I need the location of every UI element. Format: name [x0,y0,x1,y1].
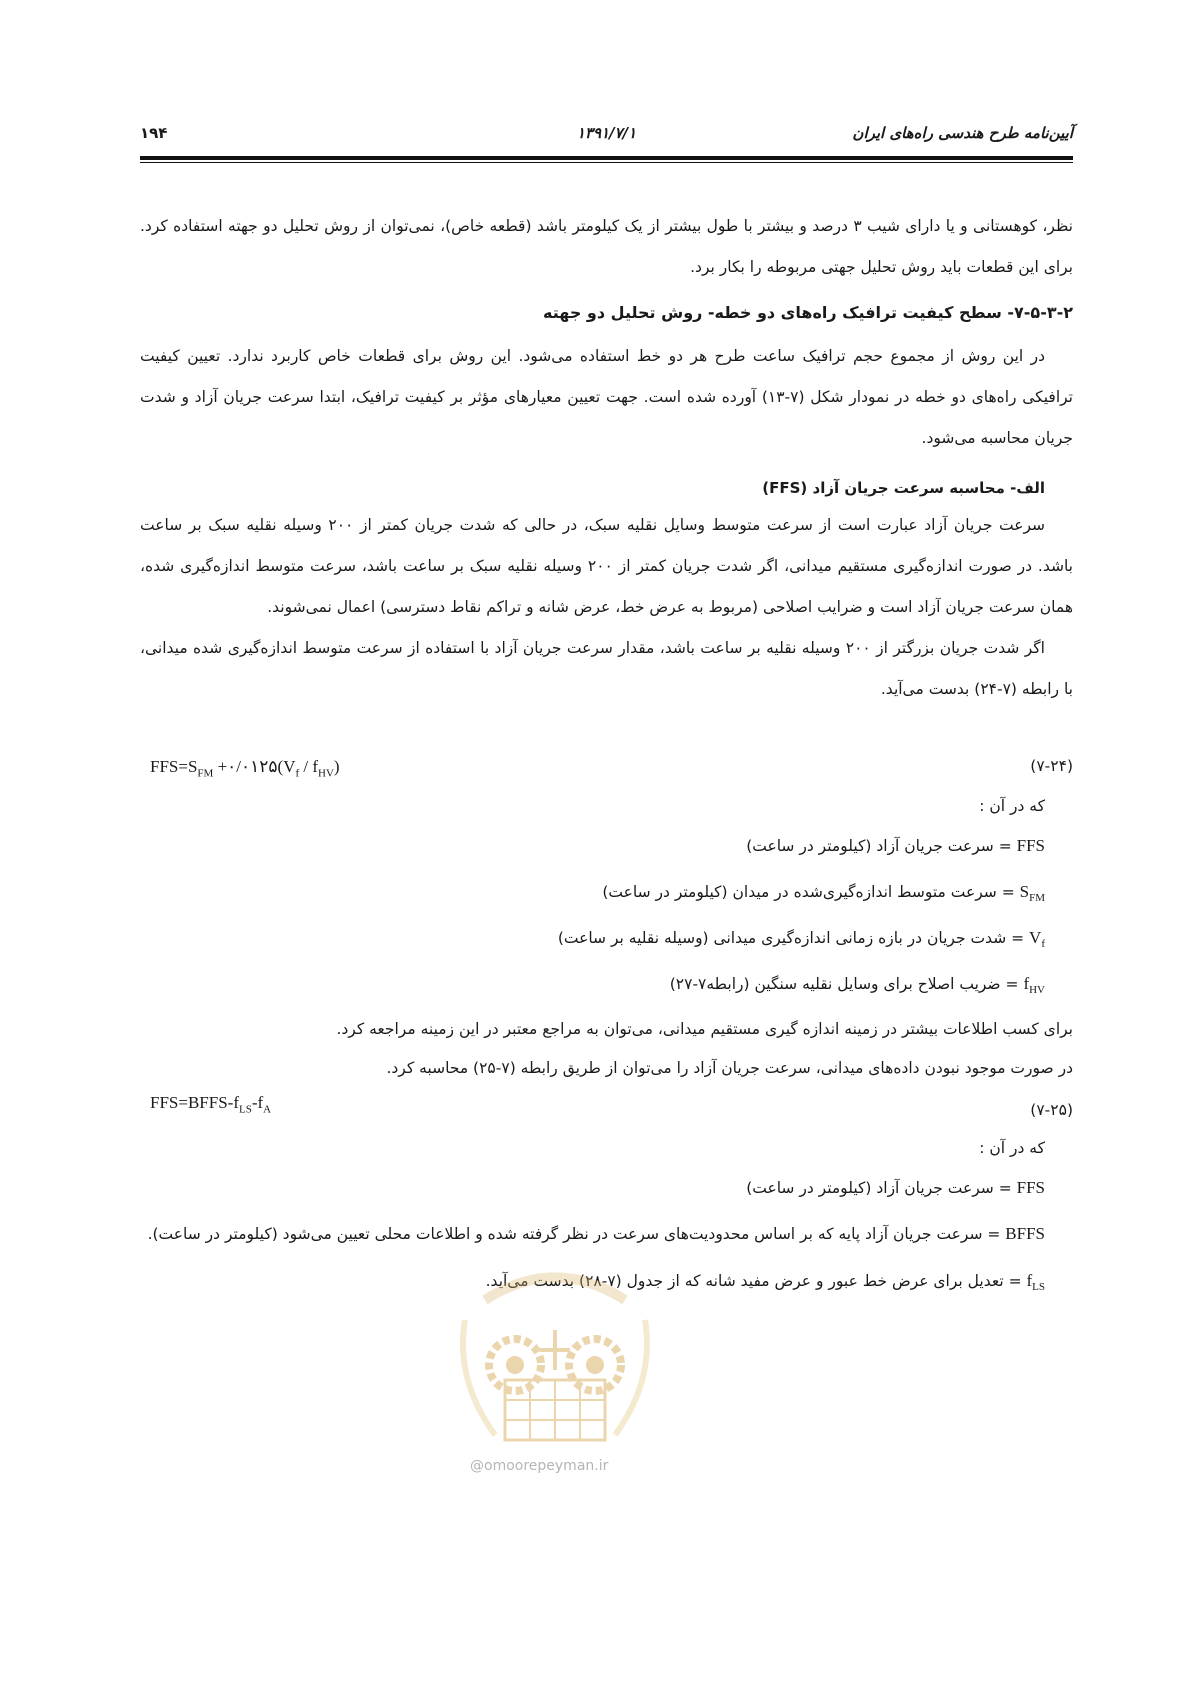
equation-25 [140,1082,1073,1123]
paragraph: اگر شدت جریان بزرگتر از ۲۰۰ وسیله نقلیه بر ساعت باشد، مقدار سرعت جریان آزاد با استفاده از سرعت متوسط اندازه‌گیری شده میدانی، با رابطه (۷-۲۴) بدست می‌آید. [140,639,1073,698]
equation-formula: $FFS=S_{FM}$ $+۰/۰۱۲۵(V_f / f_{HV})$ [150,757,340,780]
definition-item [140,1214,1073,1260]
page-header [140,122,1073,146]
equation-formula: $FFS=BFFS-f_{LS}-f_A$ [150,1093,272,1116]
symbol: V [1029,928,1042,948]
symbol: FFS [1016,1178,1045,1198]
header-rule-thick [140,156,1073,160]
page-content [140,206,1073,1307]
subsection-heading: الف- محاسبه سرعت جریان آزاد (FFS) [762,479,1045,497]
section-heading: ۷-۵-۳-۲- سطح کیفیت ترافیک راه‌های دو خطه- روش تحلیل دو جهته [543,303,1073,322]
definition-item [140,964,1073,1010]
definition-item [140,872,1073,918]
where-label: که در آن : [979,797,1045,815]
symbol-subscript: f [1041,938,1045,951]
equation-number: (۷-۲۴) [1030,757,1073,775]
definition-text: = سرعت متوسط اندازه‌گیری‌شده در میدان (کیلومتر در ساعت) [602,883,1020,902]
definition-text: = شدت جریان در بازه زمانی اندازه‌گیری میدانی (وسیله نقلیه بر ساعت) [557,929,1030,948]
symbol-subscript: FM [1029,892,1045,905]
paragraph: برای کسب اطلاعات بیشتر در زمینه اندازه گیری مستقیم میدانی، می‌توان به مراجع معتبر در این زمینه مراجعه کرد. [336,1020,1073,1039]
definition-text: = تعدیل برای عرض خط عبور و عرض مفید شانه که از جدول (۷-۲۸) بدست می‌آید. [485,1271,1027,1290]
definition-text: = سرعت جریان آزاد پایه که بر اساس محدودیت‌های سرعت در نظر گرفته شده و اطلاعات محلی تعیین می‌شود (کیلومتر در ساعت). [147,1225,1006,1244]
definition-item [140,918,1073,964]
symbol: f [1026,1270,1033,1290]
where-label: که در آن : [979,1139,1045,1158]
page-number: ۱۹۴ [140,124,168,142]
definition-text: = ضریب اصلاح برای وسایل نقلیه سنگین (رابطه۷-۲۷) [669,975,1024,994]
symbol: FFS [1016,836,1045,855]
definition-item [140,826,1073,872]
paragraph: در صورت موجود نبودن داده‌های میدانی، سرعت جریان آزاد را می‌توان از طریق رابطه (۷-۲۵) محاسبه کرد. [386,1059,1073,1078]
header-rule-thin [140,162,1073,163]
document-title: آیین‌نامه طرح هندسی راه‌های ایران [852,124,1073,142]
symbol-subscript: HV [1029,984,1045,997]
paragraph: در این روش از مجموع حجم ترافیک ساعت طرح هر دو خط استفاده می‌شود. این روش برای قطعات خاص کاربرد ندارد. تعیین کیفیت ترافیکی راه‌های دو خطه در نمودار شکل (۷-۱۳) آورده شده است. جهت تعیین معیارهای مؤثر بر کیفیت ترافیک، ابتدا سرعت جریان آزاد و شدت جریان محاسبه می‌شود. [140,347,1074,447]
equation-24 [140,746,1073,787]
definition-item [140,1168,1073,1214]
symbol-subscript: LS [1032,1280,1045,1293]
symbol: BFFS [1005,1224,1045,1244]
paragraph: نظر، کوهستانی و یا دارای شیب ۳ درصد و بیشتر با طول بیشتر از یک کیلومتر باشد (قطعه خاص)، نمی‌توان از روش تحلیل دو جهته استفاده کرد. برای این قطعات باید روش تحلیل جهتی مربوطه را بکار برد. [140,217,1073,276]
paragraph: سرعت جریان آزاد عبارت است از سرعت متوسط وسایل نقلیه سبک، در حالی که شدت جریان کمتر از ۲۰۰ وسیله نقلیه سبک بر ساعت باشد. در صورت اندازه‌گیری مستقیم میدانی، اگر شدت جریان کمتر از ۲۰۰ وسیله نقلیه سبک بر ساعت باشد، سرعت متوسط اندازه‌گیری شده، همان سرعت جریان آزاد است و ضرایب اصلاحی (مربوط به عرض خط، عرض شانه و تراکم نقاط دسترسی) اعمال نمی‌شوند. [140,516,1073,616]
definition-item [140,1261,1073,1307]
watermark-url: @omoorepeyman.ir [470,1458,609,1474]
definitions-list [140,1168,1073,1306]
equation-number: (۷-۲۵) [1030,1101,1073,1120]
symbol: S [1019,882,1030,902]
symbol: f [1023,974,1030,994]
definition-text: = سرعت جریان آزاد (کیلومتر در ساعت) [746,1179,1017,1198]
document-date: ۱۳۹۱/۷/۱ [576,124,637,142]
definition-text: = سرعت جریان آزاد (کیلومتر در ساعت) [746,837,1017,855]
definitions-list [140,826,1073,1010]
